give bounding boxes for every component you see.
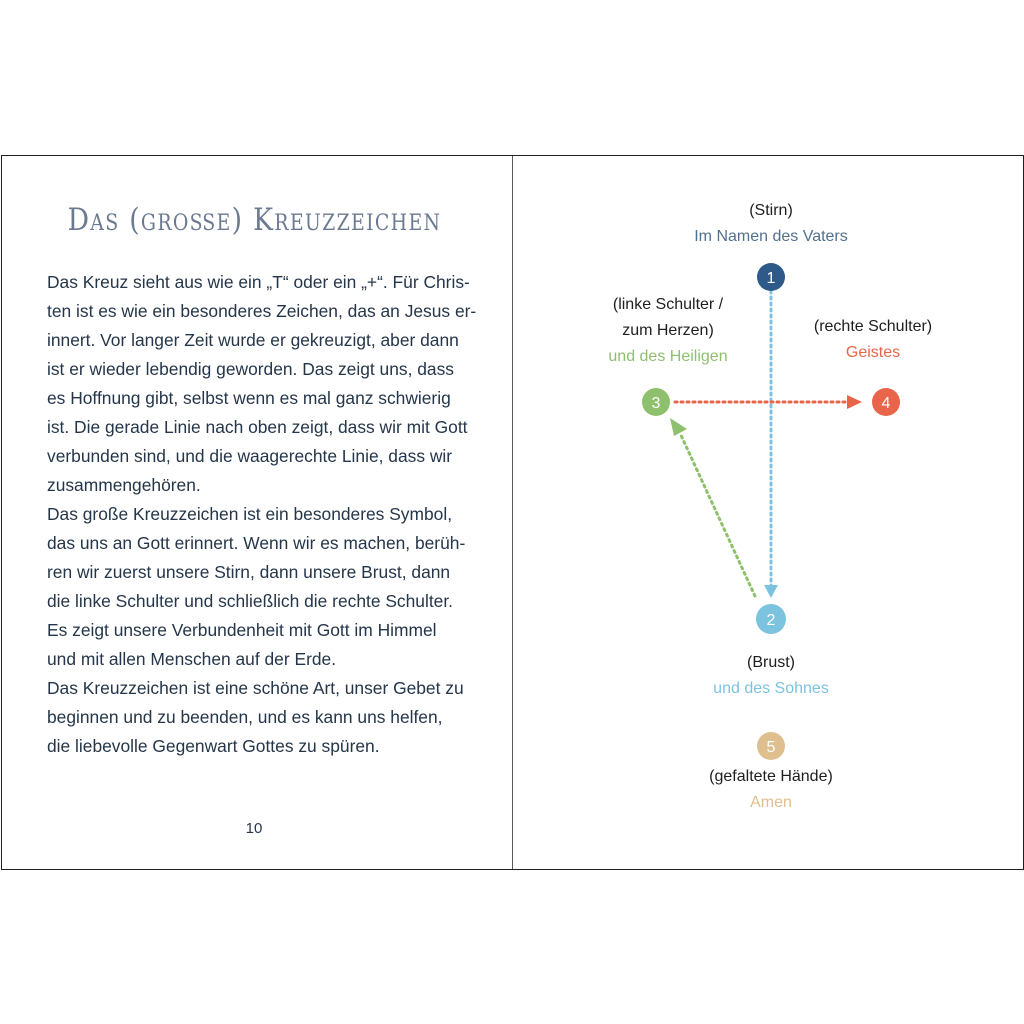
svg-text:5: 5 bbox=[766, 739, 776, 756]
text-line: Das große Kreuzzeichen ist ein besonderes Symbol, bbox=[47, 504, 453, 524]
text-line: und mit allen Menschen auf der Erde. bbox=[47, 649, 337, 669]
page-number: 10 bbox=[245, 820, 263, 837]
text-line: ist er wieder lebendig geworden. Das zeigt uns, dass bbox=[47, 359, 454, 379]
arrowhead-left-shoulder bbox=[670, 418, 687, 436]
svg-text:4: 4 bbox=[881, 395, 891, 412]
arrow-chest-to-left-shoulder bbox=[680, 433, 755, 596]
step-2-label bbox=[671, 650, 871, 702]
step-5-label bbox=[671, 764, 871, 816]
book-spread bbox=[1, 155, 1024, 870]
text-line: zusammengehören. bbox=[47, 475, 201, 495]
svg-text:2: 2 bbox=[766, 612, 776, 629]
step-2-words: und des Sohnes bbox=[713, 680, 829, 697]
text-line: innert. Vor langer Zeit wurde er gekreuzigt, aber dann bbox=[47, 330, 459, 350]
text-line: ten ist es wie ein besonderes Zeichen, das an Jesus er- bbox=[47, 301, 477, 321]
text-line: die linke Schulter und schließlich die rechte Schulter. bbox=[47, 591, 453, 611]
step-3-marker bbox=[642, 388, 670, 416]
step-4-label bbox=[793, 314, 953, 366]
page-title: Das (große) Kreuzzeichen bbox=[67, 202, 442, 238]
right-page bbox=[513, 156, 1023, 869]
text-line: verbunden sind, und die waagerechte Linie, dass wir bbox=[47, 446, 453, 466]
step-1-position: (Stirn) bbox=[749, 202, 793, 219]
arrowhead-chest bbox=[764, 585, 778, 598]
step-2-position: (Brust) bbox=[747, 654, 795, 671]
step-5-words: Amen bbox=[750, 794, 792, 811]
step-2-marker bbox=[756, 604, 786, 634]
text-line: das uns an Gott erinnert. Wenn wir es machen, berüh- bbox=[47, 533, 466, 553]
step-1-words: Im Namen des Vaters bbox=[694, 228, 848, 245]
svg-text:3: 3 bbox=[651, 395, 661, 412]
text-line: ist. Die gerade Linie nach oben zeigt, dass wir mit Gott bbox=[47, 417, 468, 437]
left-page bbox=[2, 156, 512, 869]
step-3-words: und des Heiligen bbox=[608, 348, 728, 365]
step-1-label bbox=[671, 198, 871, 250]
step-3-position-line2: zum Herzen) bbox=[622, 322, 714, 339]
arrowhead-right-shoulder bbox=[847, 395, 862, 409]
step-4-marker bbox=[872, 388, 900, 416]
step-5-marker bbox=[757, 732, 785, 760]
text-line: Das Kreuz sieht aus wie ein „T“ oder ein „+“. Für Chris- bbox=[47, 272, 470, 292]
text-line: die liebevolle Gegenwart Gottes zu spüren. bbox=[47, 736, 380, 756]
text-line: Es zeigt unsere Verbundenheit mit Gott im Himmel bbox=[47, 620, 437, 640]
body-text bbox=[47, 268, 477, 761]
step-1-marker bbox=[757, 263, 785, 291]
text-line: beginnen und zu beenden, und es kann uns helfen, bbox=[47, 707, 443, 727]
step-3-label bbox=[583, 292, 753, 370]
text-line: es Hoffnung gibt, selbst wenn es mal ganz schwierig bbox=[47, 388, 451, 408]
step-5-position: (gefaltete Hände) bbox=[709, 768, 833, 785]
text-line: ren wir zuerst unsere Stirn, dann unsere Brust, dann bbox=[47, 562, 451, 582]
step-3-position-line1: (linke Schulter / bbox=[612, 296, 724, 313]
svg-text:1: 1 bbox=[766, 270, 776, 287]
step-4-words: Geistes bbox=[845, 344, 901, 361]
step-4-position: (rechte Schulter) bbox=[813, 318, 933, 335]
text-line: Das Kreuzzeichen ist eine schöne Art, unser Gebet zu bbox=[47, 678, 464, 698]
cross-sign-diagram bbox=[513, 156, 1023, 869]
